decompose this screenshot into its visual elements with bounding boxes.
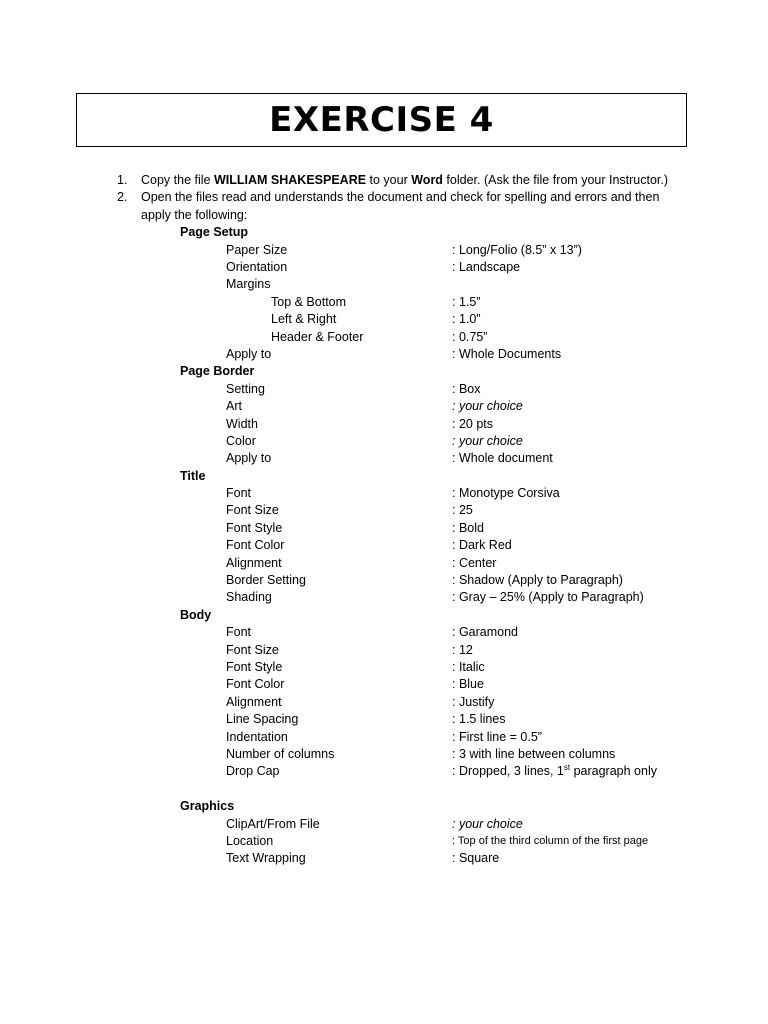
setting-row: ClipArt/From File : your choice (226, 816, 523, 831)
setting-row: Header & Footer : 0.75” (271, 329, 488, 344)
setting-row: Font Size : 25 (226, 503, 473, 518)
setting-row: Location : Top of the third column of the first page (226, 833, 649, 848)
step-number: 1. (117, 173, 128, 187)
step-text: Open the files read and understands the document and check for spelling and errors and then apply the following: (141, 190, 660, 222)
setting-row: Font Style : Italic (226, 659, 485, 674)
setting-row: Apply to : Whole document (226, 451, 553, 466)
step-2 (0, 189, 681, 224)
setting-row: Font : Garamond (226, 625, 519, 640)
setting-row: Font Size : 12 (226, 642, 473, 657)
setting-row: Indentation : First line = 0.5” (226, 729, 542, 744)
step-number: 2. (117, 190, 128, 205)
setting-row: Width : 20 pts (226, 416, 493, 431)
instruction-list (0, 172, 768, 868)
setting-row: Alignment : Center (226, 555, 497, 570)
spacer (0, 781, 768, 798)
setting-row: Drop Cap : Dropped, 3 lines, 1st paragraph only (226, 763, 657, 779)
setting-row: Font Color : Blue (226, 677, 484, 692)
setting-row: Number of columns : 3 with line between columns (226, 746, 616, 761)
setting-row: Paper Size : Long/Folio (8.5” x 13”) (226, 242, 582, 257)
section-title: Title (180, 468, 206, 483)
setting-row: Font Style : Bold (226, 520, 484, 535)
exercise-title-box (76, 93, 687, 147)
setting-row: Margins (226, 277, 271, 292)
setting-row: Alignment : Justify (226, 694, 495, 709)
section-graphics: Graphics (180, 799, 235, 814)
step-1 (0, 172, 681, 189)
setting-row: Art : your choice (226, 399, 523, 414)
setting-row: Color : your choice (226, 433, 523, 448)
setting-row: Text Wrapping : Square (226, 851, 500, 866)
setting-row: Line Spacing : 1.5 lines (226, 712, 506, 727)
section-page-border: Page Border (180, 364, 255, 379)
setting-row: Top & Bottom : 1.5” (271, 294, 481, 309)
setting-row: Setting : Box (226, 381, 481, 396)
setting-row: Left & Right : 1.0” (271, 312, 481, 327)
exercise-title: EXERCISE 4 (269, 100, 494, 140)
setting-row: Font Color : Dark Red (226, 538, 512, 553)
setting-row: Font : Monotype Corsiva (226, 486, 560, 501)
setting-row: Orientation : Landscape (226, 260, 521, 274)
step-text: Copy the file WILLIAM SHAKESPEARE to your Word folder. (Ask the file from your Instructor.) (141, 173, 669, 187)
section-body: Body (180, 607, 212, 622)
setting-row: Shading : Gray – 25% (Apply to Paragraph) (226, 590, 644, 605)
setting-row: Border Setting : Shadow (Apply to Paragraph) (226, 573, 623, 588)
section-page-setup: Page Setup (180, 225, 249, 240)
settings-list (0, 224, 768, 867)
setting-row: Apply to : Whole Documents (226, 346, 562, 361)
